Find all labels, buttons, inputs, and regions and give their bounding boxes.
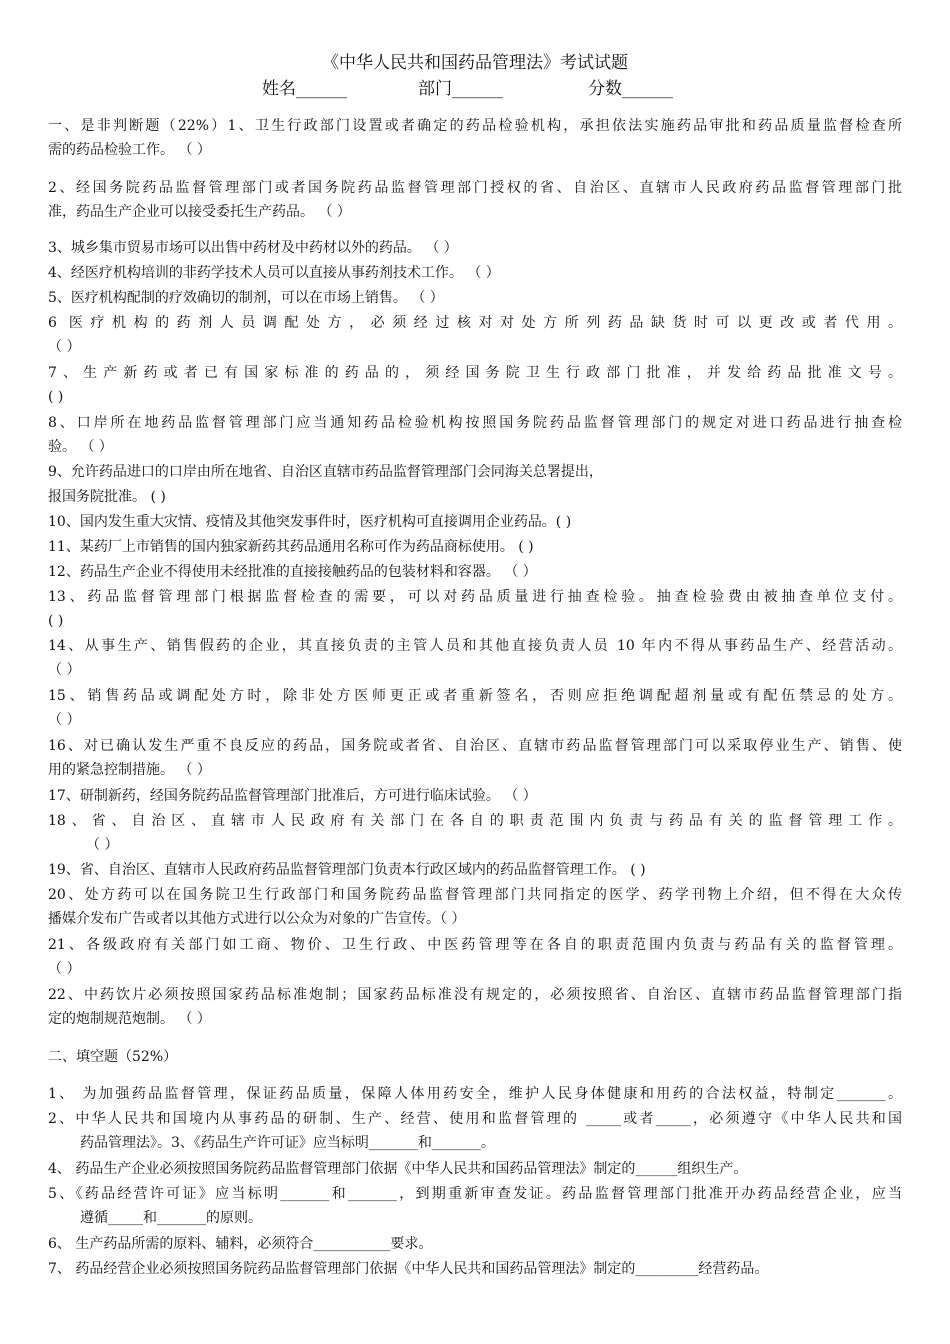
question-5: 5、医疗机构配制的疗效确切的制剂，可以在市场上销售。 （ ） [48, 290, 444, 306]
exam-title: 《中华人民共和国药品管理法》考试试题 [322, 53, 628, 73]
question-6-line-2: （ ） [48, 339, 81, 355]
question-8-line-1: 8、口岸所在地药品监督管理部门应当通知药品检验机构按照国务院药品监督管理部门的规定对进口药品进行抽查检 [48, 415, 902, 431]
question-14-line-2: （ ） [48, 662, 81, 678]
question-15-line-2: （ ） [48, 712, 81, 728]
fill-2-line-2: 药品管理法》。3、《药品生产许可证》应当标明_______和_______。 [80, 1135, 495, 1151]
section-2-heading: 二、填空题（52%） [48, 1049, 178, 1065]
question-9-line-2: 报国务院批准。 ( ) [48, 489, 166, 505]
question-7-line-2: ( ) [48, 389, 64, 405]
question-11: 11、某药厂上市销售的国内独家新药其药品通用名称可作为药品商标使用。 ( ) [48, 539, 534, 555]
question-19: 19、省、自治区、直辖市人民政府药品监督管理部门负责本行政区域内的药品监督管理工作。 ( ) [48, 862, 646, 878]
question-1-line-1: 一、是非判断题（22%）1、卫生行政部门设置或者确定的药品检验机构，承担依法实施药品审批和药品质量监督检查所 [48, 118, 902, 134]
question-22-line-2: 定的炮制规范炮制。 （ ） [48, 1011, 211, 1027]
question-1-line-2: 需的药品检验工作。 （ ） [48, 142, 211, 158]
question-10: 10、国内发生重大灾情、疫情及其他突发事件时，医疗机构可直接调用企业药品。( ) [48, 514, 572, 530]
question-16-line-2: 用的紧急控制措施。 （ ） [48, 762, 211, 778]
question-14-line-1: 14、从事生产、销售假药的企业，其直接负责的主管人员和其他直接负责人员 10 年内不得从事药品生产、经营活动。 [48, 638, 902, 654]
question-15-line-1: 15、销售药品或调配处方时，除非处方医师更正或者重新签名，否则应拒绝调配超剂量或有配伍禁忌的处方。 [48, 688, 902, 704]
fill-1: 1、 为加强药品监督管理，保证药品质量，保障人体用药安全，维护人民身体健康和用药的合法权益，特制定_______。 [48, 1086, 902, 1102]
fill-5-line-1: 5、《药品经营许可证》应当标明_______和_______，到期重新审查发证。药品监督管理部门批准开办药品经营企业，应当 [48, 1186, 902, 1202]
question-7-line-1: 7、生产新药或者已有国家标准的药品的，须经国务院卫生行政部门批准，并发给药品批准文号。 [48, 365, 902, 381]
question-21-line-1: 21、各级政府有关部门如工商、物价、卫生行政、中医药管理等在各自的职责范围内负责与药品有关的监督管理。 [48, 937, 902, 953]
name-field: 姓名______ [262, 79, 347, 99]
fill-7: 7、 药品经营企业必须按照国务院药品监督管理部门依据《中华人民共和国药品管理法》制定的_________经营药品。 [48, 1261, 769, 1277]
question-8-line-2: 验。 （ ） [48, 439, 113, 455]
score-field: 分数______ [588, 79, 673, 99]
fill-2-line-1: 2、中华人民共和国境内从事药品的研制、生产、经营、使用和监督管理的 _____或者_____，必须遵守《中华人民共和国 [48, 1111, 902, 1127]
question-17: 17、研制新药，经国务院药品监督管理部门批准后，方可进行临床试验。 （ ） [48, 788, 537, 804]
question-16-line-1: 16、对已确认发生严重不良反应的药品，国务院或者省、自治区、直辖市药品监督管理部门可以采取停业生产、销售、使 [48, 738, 902, 754]
question-2-line-1: 2、经国务院药品监督管理部门或者国务院药品监督管理部门授权的省、自治区、直辖市人民政府药品监督管理部门批 [48, 180, 902, 196]
fill-5-line-2: 遵循_____和_______的原则。 [80, 1210, 262, 1226]
question-13-line-2: ( ) [48, 613, 64, 629]
question-18-line-2: （ ） [86, 837, 119, 853]
question-9-line-1: 9、允许药品进口的口岸由所在地省、自治区直辖市药品监督管理部门会同海关总署提出， [48, 464, 603, 480]
question-22-line-1: 22、中药饮片必须按照国家药品标准炮制；国家药品标准没有规定的，必须按照省、自治区、直辖市药品监督管理部门指 [48, 987, 902, 1003]
question-6-line-1: 6 医疗机构的药剂人员调配处方，必须经过核对对处方所列药品缺货时可以更改或者代用。 [48, 315, 902, 331]
question-20-line-2: 播媒介发布广告或者以其他方式进行以公众为对象的广告宣传。（ ） [48, 911, 466, 927]
fill-4: 4、 药品生产企业必须按照国务院药品监督管理部门依据《中华人民共和国药品管理法》制定的______组织生产。 [48, 1161, 748, 1177]
question-13-line-1: 13、药品监督管理部门根据监督检查的需要，可以对药品质量进行抽查检验。抽查检验费由被抽查单位支付。 [48, 589, 902, 605]
question-2-line-2: 准，药品生产企业可以接受委托生产药品。 （ ） [48, 204, 351, 220]
question-21-line-2: （ ） [48, 961, 81, 977]
dept-field: 部门______ [418, 79, 503, 99]
question-20-line-1: 20、处方药可以在国务院卫生行政部门和国务院药品监督管理部门共同指定的医学、药学刊物上介绍，但不得在大众传 [48, 887, 902, 903]
question-3: 3、城乡集市贸易市场可以出售中药材及中药材以外的药品。 （ ） [48, 240, 458, 256]
question-4: 4、经医疗机构培训的非药学技术人员可以直接从事药剂技术工作。 （ ） [48, 265, 500, 281]
question-12: 12、药品生产企业不得使用未经批准的直接接触药品的包装材料和容器。 （ ） [48, 564, 537, 580]
question-18-line-1: 18、省、自治区、直辖市人民政府有关部门在各自的职责范围内负责与药品有关的监督管理工作。 [48, 813, 902, 829]
fill-6: 6、 生产药品所需的原料、辅料，必须符合___________要求。 [48, 1236, 433, 1252]
